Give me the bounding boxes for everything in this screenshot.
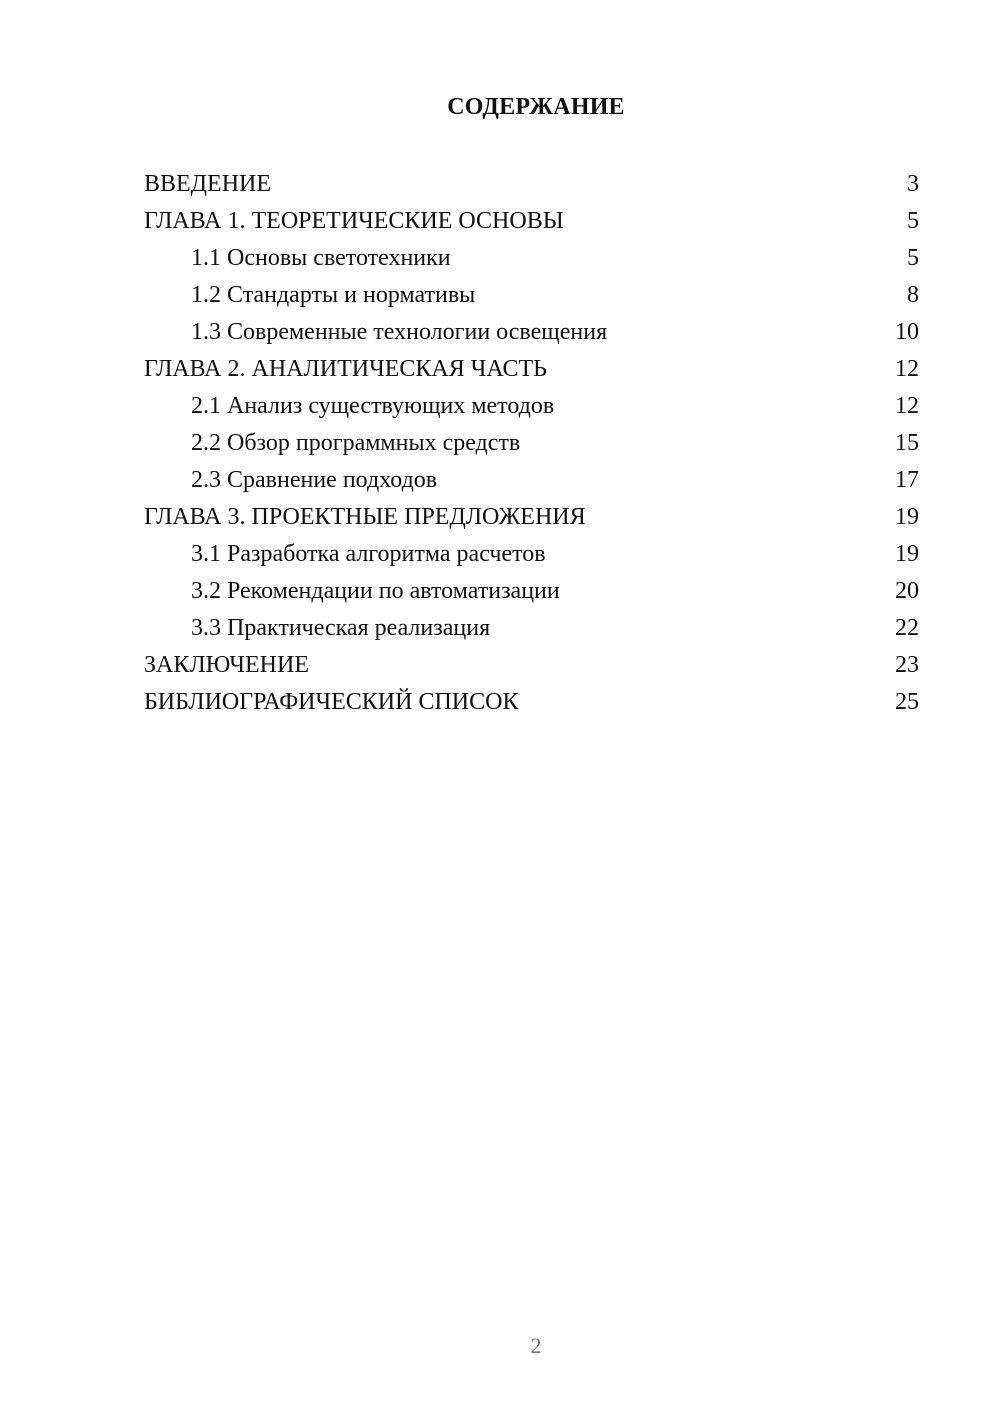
toc-entry-section-3-1[interactable]: [144, 536, 919, 573]
toc-entry-label: 3.2 Рекомендации по автоматизации: [191, 578, 560, 604]
toc-entry-page: 15: [895, 430, 919, 456]
toc-entry-page: 23: [895, 652, 919, 678]
toc-entry-page: 12: [895, 356, 919, 382]
toc-entry-page: 19: [895, 541, 919, 567]
toc-entry-label: 1.1 Основы светотехники: [191, 245, 451, 271]
toc-entry-label: 1.2 Стандарты и нормативы: [191, 282, 476, 308]
page-title: СОДЕРЖАНИЕ: [447, 94, 625, 120]
toc-entry-page: 25: [895, 689, 919, 715]
toc-entry-page: 12: [895, 393, 919, 419]
toc-entry-page: 10: [895, 319, 919, 345]
toc-entry-label: 3.1 Разработка алгоритма расчетов: [191, 541, 546, 567]
toc-entry-label: 2.3 Сравнение подходов: [191, 467, 438, 493]
toc-entry-section-2-2[interactable]: [144, 425, 919, 462]
page-number: 2: [530, 1333, 542, 1358]
toc-entry-label: 2.1 Анализ существующих методов: [191, 393, 555, 419]
toc-entry-page: 17: [895, 467, 919, 493]
toc-entry-page: 20: [895, 578, 919, 604]
toc-entry-page: 22: [895, 615, 919, 641]
toc-entry-label: ГЛАВА 1. ТЕОРЕТИЧЕСКИЕ ОСНОВЫ: [144, 208, 564, 234]
toc-entry-introduction[interactable]: [144, 166, 919, 203]
toc-entry-chapter-1[interactable]: [144, 203, 919, 240]
toc-entry-section-1-1[interactable]: [144, 240, 919, 277]
toc-entry-chapter-3[interactable]: [144, 499, 919, 536]
toc-entry-label: ЗАКЛЮЧЕНИЕ: [144, 652, 309, 678]
toc-entry-page: 8: [907, 282, 919, 308]
toc-entry-page: 19: [895, 504, 919, 530]
toc-entry-label: ГЛАВА 2. АНАЛИТИЧЕСКАЯ ЧАСТЬ: [144, 356, 547, 382]
table-of-contents: [144, 166, 919, 721]
toc-entry-label: ВВЕДЕНИЕ: [144, 171, 272, 197]
toc-entry-section-1-2[interactable]: [144, 277, 919, 314]
toc-entry-section-3-3[interactable]: [144, 610, 919, 647]
toc-entry-page: 5: [907, 245, 919, 271]
toc-entry-chapter-2[interactable]: [144, 351, 919, 388]
toc-entry-section-2-1[interactable]: [144, 388, 919, 425]
toc-entry-label: 1.3 Современные технологии освещения: [191, 319, 608, 345]
toc-entry-label: 2.2 Обзор программных средств: [191, 430, 521, 456]
toc-entry-bibliography[interactable]: [144, 684, 919, 721]
toc-entry-section-2-3[interactable]: [144, 462, 919, 499]
toc-entry-conclusion[interactable]: [144, 647, 919, 684]
toc-entry-section-3-2[interactable]: [144, 573, 919, 610]
toc-entry-label: 3.3 Практическая реализация: [191, 615, 491, 641]
toc-entry-section-1-3[interactable]: [144, 314, 919, 351]
toc-entry-page: 3: [907, 171, 919, 197]
toc-entry-page: 5: [907, 208, 919, 234]
toc-entry-label: ГЛАВА 3. ПРОЕКТНЫЕ ПРЕДЛОЖЕНИЯ: [144, 504, 586, 530]
toc-entry-label: БИБЛИОГРАФИЧЕСКИЙ СПИСОК: [144, 689, 519, 715]
